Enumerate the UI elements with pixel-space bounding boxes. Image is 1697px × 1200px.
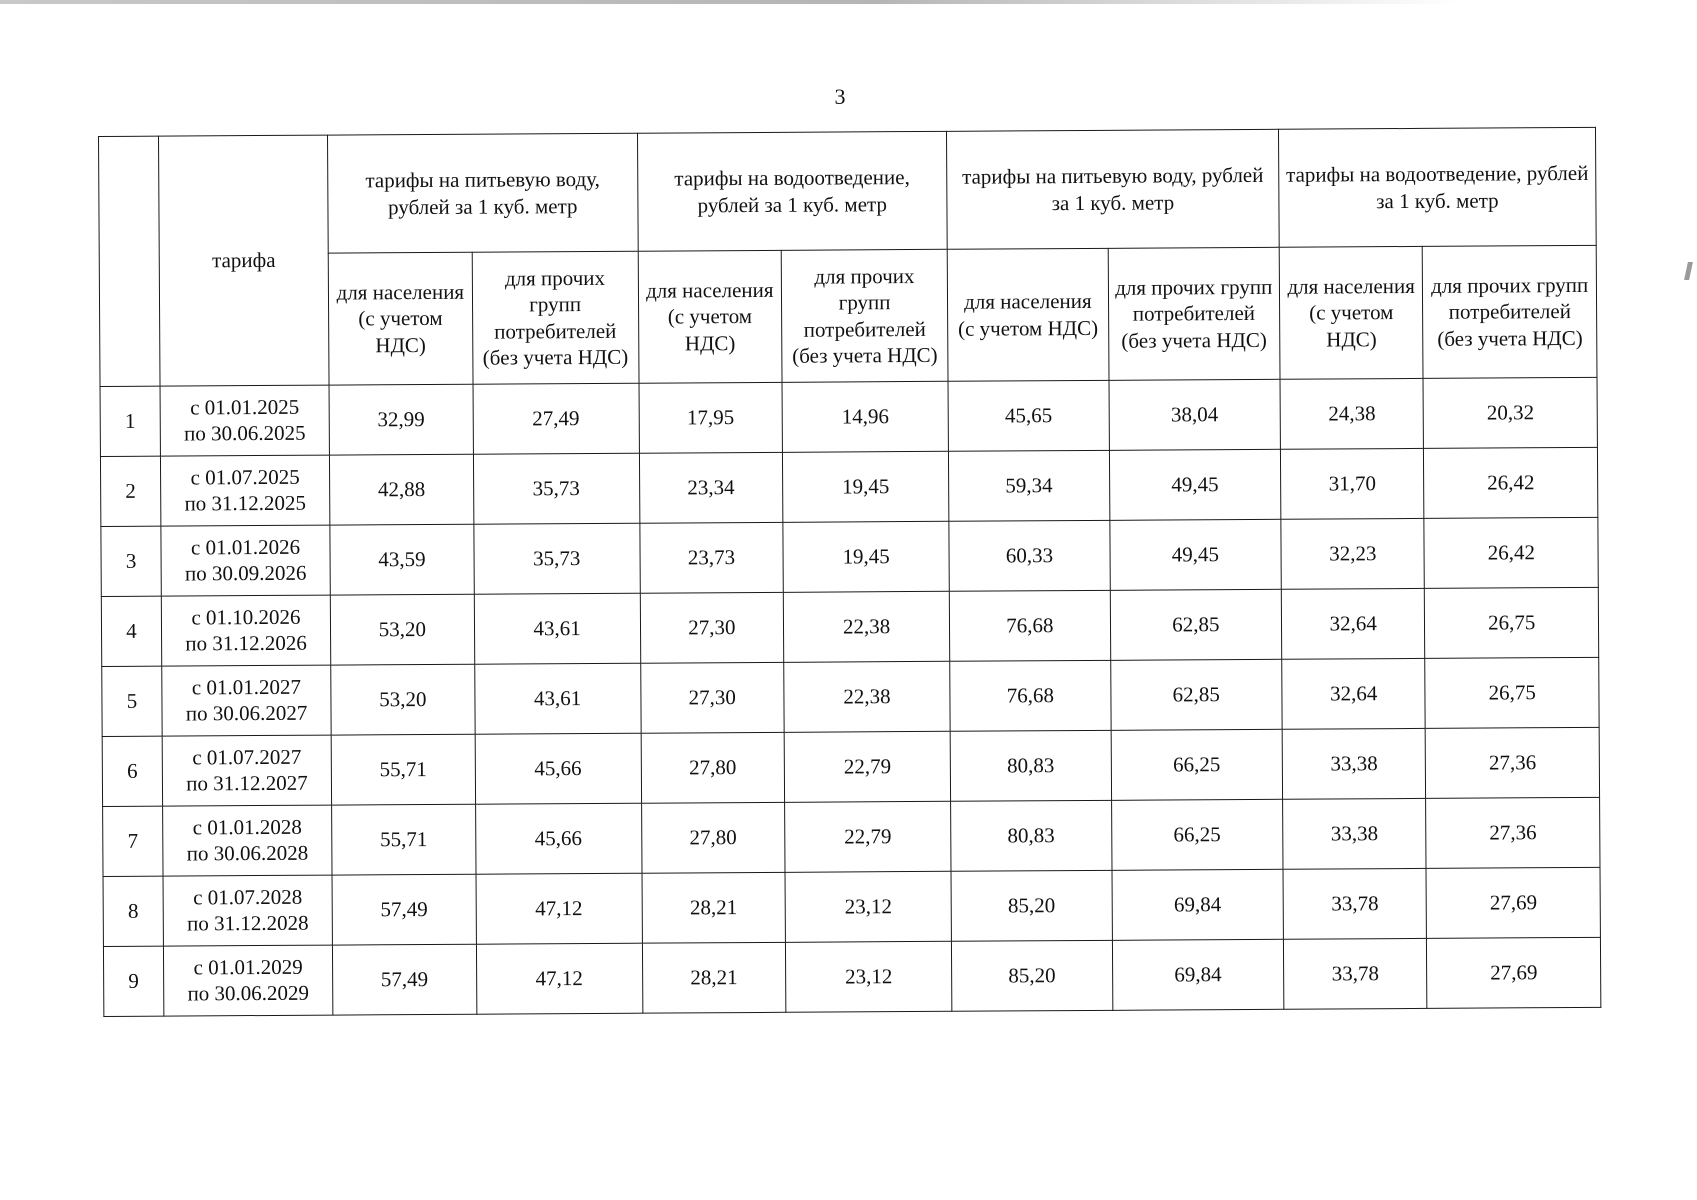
sewerage-2-population-value: 33,78 [1283, 868, 1427, 939]
water-2-other-value: 66,25 [1111, 729, 1283, 800]
sewerage-2-other-value: 27,36 [1426, 727, 1600, 798]
period-to: по 31.12.2028 [187, 910, 309, 935]
water-2-population-value: 60,33 [949, 520, 1110, 591]
period-from: с 01.07.2025 [190, 465, 300, 490]
table-row [100, 447, 1597, 526]
period-to: по 30.06.2028 [186, 840, 309, 865]
sewerage-population-value: 27,30 [640, 662, 784, 733]
tariff-table-container [98, 127, 1601, 1017]
sewerage-population-value: 23,73 [639, 522, 783, 593]
row-number: 7 [103, 806, 163, 876]
sewerage-population-value: 27,80 [641, 732, 785, 803]
subheader-population: для населения (с учетом НДС) [328, 252, 472, 385]
row-number: 6 [102, 736, 162, 806]
row-number: 8 [103, 876, 163, 946]
sewerage-2-population-value: 33,78 [1283, 938, 1427, 1009]
sewerage-population-value: 28,21 [642, 942, 786, 1013]
table-row [103, 797, 1600, 876]
water-other-value: 35,73 [473, 453, 639, 524]
subheader-other-consumers: для прочих групп потребителей (без учета НДС) [472, 251, 639, 384]
sewerage-2-other-value: 26,75 [1425, 657, 1599, 728]
water-2-other-value: 49,45 [1109, 449, 1281, 520]
water-other-value: 47,12 [476, 943, 642, 1014]
tariff-period [160, 385, 330, 456]
water-2-other-value: 69,84 [1112, 869, 1284, 940]
table-row [101, 587, 1598, 666]
tariff-period [162, 735, 332, 806]
group-header-sewerage-1: тарифы на водоотведение, рублей за 1 куб. метр [637, 131, 947, 251]
scan-artifact-mark [1684, 262, 1693, 280]
sewerage-2-population-value: 31,70 [1280, 448, 1424, 519]
tariff-period [163, 945, 333, 1016]
period-to: по 30.09.2026 [184, 560, 307, 585]
water-population-value: 57,49 [333, 944, 477, 1015]
period-from: с 01.01.2025 [190, 395, 300, 420]
water-population-value: 43,59 [330, 524, 474, 595]
subheader-other-consumers: для прочих групп потребителей (без учета НДС) [781, 249, 948, 382]
subheader-other-consumers: для прочих групп потребителей (без учета НДС) [1423, 245, 1597, 378]
sewerage-2-other-value: 26,75 [1425, 587, 1599, 658]
row-number: 9 [103, 946, 163, 1016]
water-2-population-value: 45,65 [948, 380, 1109, 451]
sewerage-2-population-value: 33,38 [1283, 798, 1427, 869]
water-2-other-value: 49,45 [1110, 519, 1282, 590]
water-other-value: 27,49 [473, 383, 639, 454]
tariff-period [161, 525, 331, 596]
row-number: 2 [100, 456, 160, 526]
sewerage-2-population-value: 32,64 [1281, 588, 1425, 659]
period-to: по 30.06.2029 [187, 980, 310, 1005]
period-from: с 01.07.2028 [193, 885, 303, 910]
subheader-population: для населения (с учетом НДС) [638, 250, 782, 383]
water-2-population-value: 85,20 [951, 870, 1112, 941]
table-row [103, 937, 1600, 1016]
water-2-other-value: 66,25 [1111, 799, 1283, 870]
sewerage-other-value: 22,79 [784, 731, 950, 802]
row-number: 5 [102, 666, 162, 736]
period-to: по 31.12.2027 [186, 770, 308, 795]
period-to: по 30.06.2027 [185, 700, 308, 725]
sewerage-other-value: 14,96 [782, 381, 948, 452]
group-header-water-1: тарифы на питьевую воду, рублей за 1 куб. метр [328, 133, 638, 253]
sewerage-2-other-value: 26,42 [1424, 517, 1598, 588]
tariff-period [163, 805, 333, 876]
sewerage-population-value: 17,95 [639, 382, 783, 453]
sewerage-other-value: 19,45 [783, 451, 949, 522]
table-row [101, 517, 1598, 596]
water-other-value: 43,61 [474, 663, 640, 734]
tariff-period [160, 455, 330, 526]
water-2-other-value: 62,85 [1110, 659, 1282, 730]
water-population-value: 53,20 [330, 594, 474, 665]
period-to: по 31.12.2025 [184, 490, 307, 515]
sewerage-other-value: 22,79 [785, 801, 951, 872]
water-population-value: 57,49 [332, 874, 476, 945]
sewerage-population-value: 27,30 [640, 592, 784, 663]
period-from: с 01.01.2029 [193, 955, 303, 980]
tariff-period [163, 875, 333, 946]
sewerage-2-other-value: 27,69 [1426, 867, 1600, 938]
water-2-population-value: 59,34 [948, 450, 1109, 521]
water-2-population-value: 85,20 [951, 940, 1112, 1011]
sewerage-2-other-value: 26,42 [1424, 447, 1598, 518]
period-from: с 01.01.2026 [190, 535, 301, 560]
sewerage-other-value: 23,12 [786, 941, 952, 1012]
subheader-population: для населения (с учетом НДС) [1279, 246, 1423, 379]
row-number: 1 [100, 386, 160, 456]
table-body [100, 377, 1601, 1016]
sewerage-2-other-value: 27,69 [1427, 937, 1601, 1008]
sewerage-population-value: 23,34 [639, 452, 783, 523]
water-population-value: 55,71 [331, 734, 475, 805]
scan-top-edge [0, 0, 1460, 4]
table-row [103, 867, 1600, 946]
water-population-value: 55,71 [332, 804, 476, 875]
sewerage-2-population-value: 32,64 [1282, 658, 1426, 729]
table-header-row-groups [99, 127, 1597, 254]
water-2-population-value: 80,83 [950, 730, 1111, 801]
subheader-other-consumers: для прочих групп потребителей (без учета НДС) [1108, 247, 1280, 380]
water-other-value: 47,12 [476, 873, 642, 944]
group-header-water-2: тарифы на питьевую воду, рублей за 1 куб. метр [947, 129, 1280, 249]
subheader-population: для населения (с учетом НДС) [947, 248, 1108, 381]
sewerage-population-value: 28,21 [642, 872, 786, 943]
tariff-period [162, 665, 332, 736]
sewerage-2-population-value: 33,38 [1282, 728, 1426, 799]
water-population-value: 53,20 [331, 664, 475, 735]
sewerage-other-value: 22,38 [784, 661, 950, 732]
sewerage-other-value: 22,38 [783, 591, 949, 662]
row-number: 3 [101, 526, 161, 596]
sewerage-2-population-value: 32,23 [1281, 518, 1425, 589]
period-to: по 31.12.2026 [185, 630, 307, 655]
period-from: с 01.01.2027 [191, 675, 302, 700]
sewerage-2-other-value: 27,36 [1426, 797, 1600, 868]
water-population-value: 32,99 [329, 384, 473, 455]
period-to: по 30.06.2025 [184, 420, 306, 445]
water-2-other-value: 38,04 [1109, 379, 1281, 450]
period-from: с 01.01.2028 [192, 815, 302, 840]
water-2-other-value: 69,84 [1112, 939, 1284, 1010]
period-from: с 01.07.2027 [192, 745, 302, 770]
water-2-population-value: 76,68 [950, 660, 1111, 731]
water-2-population-value: 76,68 [949, 590, 1110, 661]
tariff-period [161, 595, 331, 666]
water-other-value: 45,66 [475, 803, 641, 874]
sewerage-2-population-value: 24,38 [1280, 378, 1424, 449]
period-from: с 01.10.2026 [191, 605, 301, 630]
tariff-table [98, 127, 1601, 1017]
table-row [102, 727, 1599, 806]
table-row [100, 377, 1597, 456]
table-row [102, 657, 1599, 736]
water-other-value: 35,73 [473, 523, 639, 594]
water-population-value: 42,88 [330, 454, 474, 525]
water-2-population-value: 80,83 [951, 800, 1112, 871]
sewerage-population-value: 27,80 [641, 802, 785, 873]
group-header-sewerage-2: тарифы на водоотведение, рублей за 1 куб. метр [1278, 127, 1596, 247]
page-number: 3 [834, 84, 846, 109]
row-number: 4 [101, 596, 161, 666]
water-other-value: 43,61 [474, 593, 640, 664]
sewerage-other-value: 19,45 [783, 521, 949, 592]
row-number-header [99, 136, 160, 386]
sewerage-other-value: 23,12 [785, 871, 951, 942]
water-other-value: 45,66 [475, 733, 641, 804]
period-header: тарифа [158, 135, 329, 386]
water-2-other-value: 62,85 [1110, 589, 1282, 660]
sewerage-2-other-value: 20,32 [1423, 377, 1597, 448]
